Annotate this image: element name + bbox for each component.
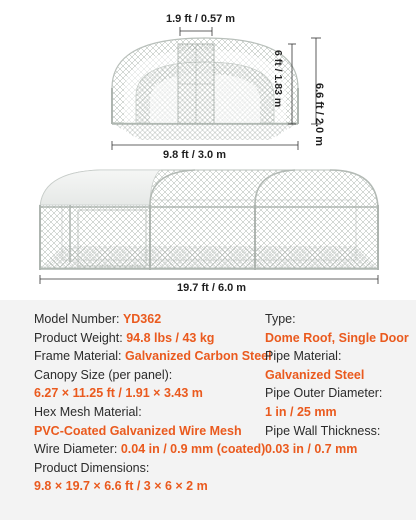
- spec-value: 6.27 × 11.25 ft / 1.91 × 3.43 m: [34, 386, 203, 401]
- spec-value: 0.03 in / 0.7 mm: [265, 442, 358, 457]
- spec-column-right: [265, 310, 415, 459]
- spec-label: Type:: [265, 312, 296, 326]
- spec-weight: [34, 329, 260, 348]
- spec-label: Wire Diameter:: [34, 442, 118, 457]
- spec-mesh-value: [34, 422, 260, 441]
- spec-canopy-value: [34, 384, 260, 403]
- width-label: 9.8 ft / 3.0 m: [163, 149, 226, 161]
- spec-label: Hex Mesh Material:: [34, 404, 142, 419]
- side-height-label: 6 ft / 1.83 m: [272, 50, 284, 108]
- door-width-label: 1.9 ft / 0.57 m: [166, 13, 236, 25]
- spec-wire: [34, 440, 266, 459]
- spec-pipe-od-label: [265, 384, 415, 403]
- spec-frame: [34, 347, 272, 366]
- spec-label: Pipe Material:: [265, 349, 342, 364]
- spec-pipe-wall-value: [265, 440, 415, 459]
- spec-model: [34, 310, 260, 329]
- side-view: [40, 170, 378, 270]
- spec-label: Product Weight:: [34, 330, 123, 345]
- spec-pipe-od-value: [265, 403, 415, 422]
- spec-label: Model Number:: [34, 312, 120, 326]
- spec-label: Canopy Size (per panel):: [34, 367, 173, 382]
- spec-value: Dome Roof, Single Door: [265, 330, 409, 345]
- spec-pipe-wall-label: [265, 422, 415, 441]
- spec-label: Pipe Outer Diameter:: [265, 386, 383, 401]
- spec-type-value: [265, 329, 415, 348]
- spec-label: Product Dimensions:: [34, 460, 150, 475]
- spec-value: 1 in / 25 mm: [265, 404, 337, 419]
- spec-canopy-label: [34, 366, 260, 385]
- spec-label: Pipe Wall Thickness:: [265, 423, 381, 438]
- spec-mesh-label: [34, 403, 260, 422]
- spec-label: Frame Material:: [34, 349, 122, 364]
- spec-value: PVC-Coated Galvanized Wire Mesh: [34, 423, 242, 438]
- spec-product-dim-value: [34, 477, 260, 496]
- length-label: 19.7 ft / 6.0 m: [177, 282, 247, 294]
- spec-product-dim-label: [34, 459, 260, 478]
- spec-value: YD362: [122, 312, 162, 326]
- spec-value: 9.8 × 19.7 × 6.6 ft / 3 × 6 × 2 m: [34, 479, 208, 494]
- total-height-label: 6.6 ft / 2.0 m: [313, 83, 325, 146]
- roof-canopy: [40, 170, 160, 210]
- spec-column-left: [34, 310, 272, 496]
- spec-value: Galvanized Steel: [265, 367, 365, 382]
- spec-pipe-material-label: [265, 347, 415, 366]
- front-view: [112, 38, 298, 140]
- spec-panel: [0, 300, 416, 520]
- spec-value: 0.04 in / 0.9 mm (coated): [120, 442, 266, 457]
- spec-pipe-material-value: [265, 366, 415, 385]
- spec-value: 94.8 lbs / 43 kg: [126, 330, 215, 345]
- spec-value: Galvanized Carbon Steel: [125, 349, 272, 364]
- spec-type-label: [265, 310, 415, 329]
